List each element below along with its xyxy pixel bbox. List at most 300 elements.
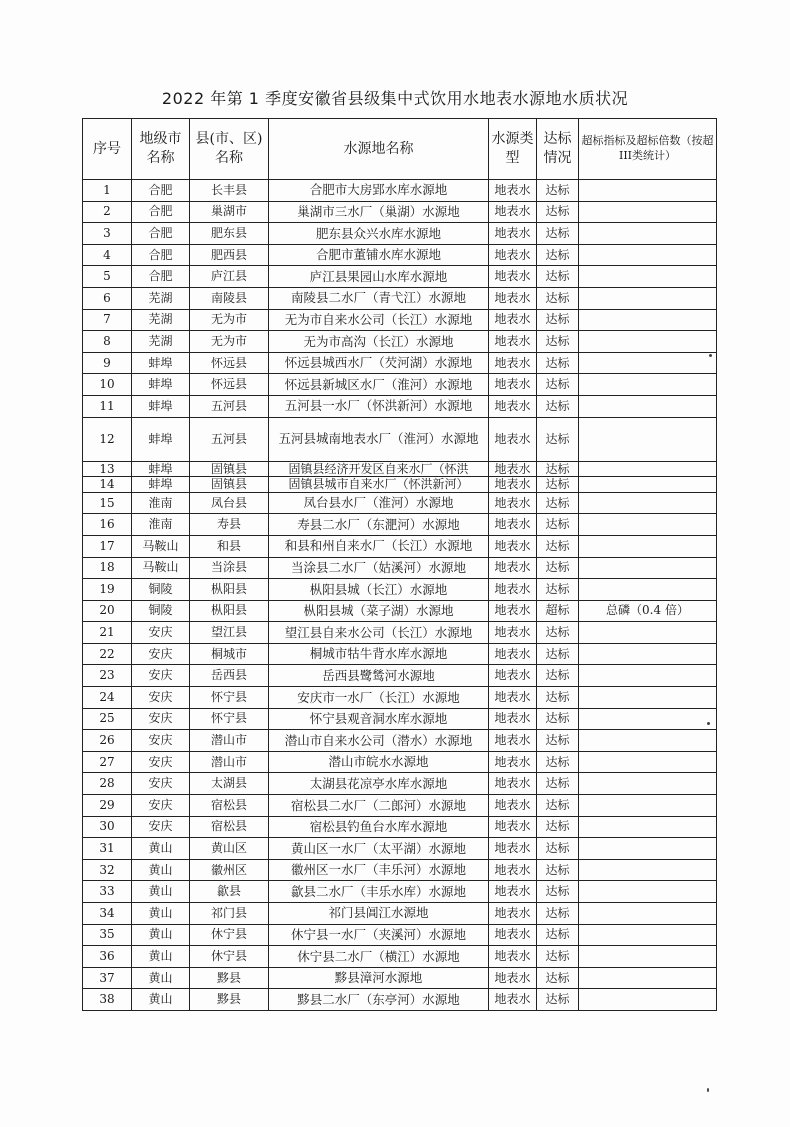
exceed-indicator <box>579 665 717 687</box>
county-name: 巢湖市 <box>190 201 269 223</box>
row-number: 14 <box>83 477 132 493</box>
county-name: 怀远县 <box>190 352 269 374</box>
source-type: 地表水 <box>489 180 537 202</box>
county-name: 怀宁县 <box>190 708 269 730</box>
row-number: 5 <box>83 266 132 288</box>
county-name: 太湖县 <box>190 773 269 795</box>
exceed-indicator <box>579 223 717 245</box>
water-quality-table <box>82 118 717 1011</box>
source-name: 徽州区一水厂（丰乐河）水源地 <box>269 859 489 881</box>
row-number: 27 <box>83 751 132 773</box>
row-number: 4 <box>83 244 132 266</box>
source-type: 地表水 <box>489 665 537 687</box>
compliance-status: 达标 <box>537 477 579 493</box>
source-name: 黟县二水厂（东亭河）水源地 <box>269 989 489 1011</box>
exceed-indicator <box>579 989 717 1011</box>
source-name: 休宁县二水厂（横江）水源地 <box>269 946 489 968</box>
exceed-indicator <box>579 643 717 665</box>
exceed-indicator <box>579 838 717 860</box>
source-name: 无为市高沟（长江）水源地 <box>269 331 489 353</box>
exceed-indicator <box>579 180 717 202</box>
exceed-indicator <box>579 514 717 536</box>
county-name: 五河县 <box>190 417 269 461</box>
county-name: 固镇县 <box>190 477 269 493</box>
row-number: 12 <box>83 417 132 461</box>
source-type: 地表水 <box>489 708 537 730</box>
exceed-indicator <box>579 244 717 266</box>
table-row <box>83 331 717 353</box>
source-type: 地表水 <box>489 417 537 461</box>
source-type: 地表水 <box>489 838 537 860</box>
source-type: 地表水 <box>489 903 537 925</box>
row-number: 3 <box>83 223 132 245</box>
header-source: 水源地名称 <box>269 119 489 180</box>
source-type: 地表水 <box>489 859 537 881</box>
source-type: 地表水 <box>489 287 537 309</box>
city-name: 铜陵 <box>132 600 190 622</box>
table-row <box>83 946 717 968</box>
exceed-indicator <box>579 557 717 579</box>
city-name: 蚌埠 <box>132 417 190 461</box>
compliance-status: 达标 <box>537 859 579 881</box>
city-name: 安庆 <box>132 795 190 817</box>
county-name: 庐江县 <box>190 266 269 288</box>
table-row <box>83 838 717 860</box>
compliance-status: 达标 <box>537 989 579 1011</box>
county-name: 宿松县 <box>190 816 269 838</box>
county-name: 徽州区 <box>190 859 269 881</box>
table-row <box>83 352 717 374</box>
table-row <box>83 395 717 417</box>
city-name: 马鞍山 <box>132 535 190 557</box>
county-name: 寿县 <box>190 514 269 536</box>
city-name: 芜湖 <box>132 287 190 309</box>
row-number: 7 <box>83 309 132 331</box>
source-type: 地表水 <box>489 751 537 773</box>
source-name: 潜山市皖水水源地 <box>269 751 489 773</box>
table-row <box>83 665 717 687</box>
row-number: 13 <box>83 461 132 477</box>
compliance-status: 达标 <box>537 751 579 773</box>
county-name: 凤台县 <box>190 492 269 514</box>
source-type: 地表水 <box>489 600 537 622</box>
scan-speck <box>707 1088 709 1092</box>
county-name: 长丰县 <box>190 180 269 202</box>
city-name: 安庆 <box>132 816 190 838</box>
row-number: 37 <box>83 967 132 989</box>
source-name: 宿松县钓鱼台水库水源地 <box>269 816 489 838</box>
city-name: 黄山 <box>132 989 190 1011</box>
table-row <box>83 492 717 514</box>
county-name: 怀远县 <box>190 374 269 396</box>
row-number: 17 <box>83 535 132 557</box>
row-number: 31 <box>83 838 132 860</box>
city-name: 黄山 <box>132 838 190 860</box>
compliance-status: 达标 <box>537 838 579 860</box>
county-name: 当涂县 <box>190 557 269 579</box>
source-name: 五河县城南地表水厂（淮河）水源地 <box>269 417 489 461</box>
compliance-status: 达标 <box>537 395 579 417</box>
city-name: 淮南 <box>132 514 190 536</box>
source-type: 地表水 <box>489 461 537 477</box>
table-row <box>83 967 717 989</box>
row-number: 9 <box>83 352 132 374</box>
table-row <box>83 477 717 493</box>
table-row <box>83 201 717 223</box>
exceed-indicator <box>579 859 717 881</box>
exceed-indicator <box>579 946 717 968</box>
exceed-indicator <box>579 535 717 557</box>
exceed-indicator <box>579 924 717 946</box>
source-name: 五河县一水厂（怀洪新河）水源地 <box>269 395 489 417</box>
source-type: 地表水 <box>489 989 537 1011</box>
table-row <box>83 600 717 622</box>
row-number: 20 <box>83 600 132 622</box>
exceed-indicator <box>579 795 717 817</box>
compliance-status: 达标 <box>537 946 579 968</box>
row-number: 18 <box>83 557 132 579</box>
source-type: 地表水 <box>489 331 537 353</box>
city-name: 芜湖 <box>132 309 190 331</box>
table-row <box>83 223 717 245</box>
table-row <box>83 773 717 795</box>
source-type: 地表水 <box>489 579 537 601</box>
source-type: 地表水 <box>489 730 537 752</box>
source-name: 枞阳县城（长江）水源地 <box>269 579 489 601</box>
compliance-status: 达标 <box>537 579 579 601</box>
city-name: 黄山 <box>132 946 190 968</box>
source-name: 当涂县二水厂（姑溪河）水源地 <box>269 557 489 579</box>
exceed-indicator <box>579 881 717 903</box>
compliance-status: 达标 <box>537 903 579 925</box>
source-name: 休宁县一水厂（夹溪河）水源地 <box>269 924 489 946</box>
source-type: 地表水 <box>489 477 537 493</box>
source-type: 地表水 <box>489 946 537 968</box>
source-name: 太湖县花凉亭水库水源地 <box>269 773 489 795</box>
source-type: 地表水 <box>489 795 537 817</box>
table-row <box>83 309 717 331</box>
table-row <box>83 924 717 946</box>
city-name: 蚌埠 <box>132 395 190 417</box>
city-name: 黄山 <box>132 881 190 903</box>
table-row <box>83 579 717 601</box>
exceed-indicator <box>579 461 717 477</box>
county-name: 黄山区 <box>190 838 269 860</box>
table-row <box>83 461 717 477</box>
page-title: 2022 年第 1 季度安徽省县级集中式饮用水地表水源地水质状况 <box>161 89 629 108</box>
city-name: 黄山 <box>132 903 190 925</box>
row-number: 33 <box>83 881 132 903</box>
table-row <box>83 374 717 396</box>
county-name: 固镇县 <box>190 461 269 477</box>
exceed-indicator <box>579 622 717 644</box>
compliance-status: 达标 <box>537 201 579 223</box>
exceed-indicator <box>579 374 717 396</box>
city-name: 铜陵 <box>132 579 190 601</box>
row-number: 1 <box>83 180 132 202</box>
row-number: 36 <box>83 946 132 968</box>
table-row <box>83 687 717 709</box>
source-name: 合肥市大房郢水库水源地 <box>269 180 489 202</box>
row-number: 2 <box>83 201 132 223</box>
source-name: 无为市自来水公司（长江）水源地 <box>269 309 489 331</box>
county-name: 黟县 <box>190 967 269 989</box>
exceed-indicator <box>579 477 717 493</box>
scan-speck <box>709 354 712 357</box>
county-name: 休宁县 <box>190 946 269 968</box>
exceed-indicator <box>579 903 717 925</box>
source-type: 地表水 <box>489 352 537 374</box>
row-number: 22 <box>83 643 132 665</box>
source-name: 肥东县众兴水库水源地 <box>269 223 489 245</box>
table-row <box>83 266 717 288</box>
source-type: 地表水 <box>489 309 537 331</box>
source-type: 地表水 <box>489 514 537 536</box>
city-name: 蚌埠 <box>132 477 190 493</box>
row-number: 23 <box>83 665 132 687</box>
exceed-indicator <box>579 395 717 417</box>
compliance-status: 超标 <box>537 600 579 622</box>
table-row <box>83 417 717 461</box>
county-name: 南陵县 <box>190 287 269 309</box>
compliance-status: 达标 <box>537 266 579 288</box>
exceed-indicator <box>579 687 717 709</box>
city-name: 安庆 <box>132 687 190 709</box>
city-name: 安庆 <box>132 643 190 665</box>
source-name: 宿松县二水厂（二郎河）水源地 <box>269 795 489 817</box>
table-row <box>83 881 717 903</box>
row-number: 15 <box>83 492 132 514</box>
source-type: 地表水 <box>489 374 537 396</box>
exceed-indicator <box>579 331 717 353</box>
county-name: 休宁县 <box>190 924 269 946</box>
county-name: 望江县 <box>190 622 269 644</box>
exceed-indicator <box>579 967 717 989</box>
county-name: 潜山市 <box>190 751 269 773</box>
city-name: 马鞍山 <box>132 557 190 579</box>
exceed-indicator <box>579 266 717 288</box>
exceed-indicator <box>579 816 717 838</box>
source-name: 怀远县新城区水厂（淮河）水源地 <box>269 374 489 396</box>
row-number: 30 <box>83 816 132 838</box>
row-number: 8 <box>83 331 132 353</box>
city-name: 合肥 <box>132 223 190 245</box>
table-body <box>83 180 717 1011</box>
compliance-status: 达标 <box>537 331 579 353</box>
row-number: 19 <box>83 579 132 601</box>
header-type: 水源类型 <box>489 119 537 180</box>
row-number: 29 <box>83 795 132 817</box>
compliance-status: 达标 <box>537 352 579 374</box>
source-name: 寿县二水厂（东淝河）水源地 <box>269 514 489 536</box>
city-name: 黄山 <box>132 859 190 881</box>
header-city: 地级市名称 <box>132 119 190 180</box>
source-name: 安庆市一水厂（长江）水源地 <box>269 687 489 709</box>
table-row <box>83 989 717 1011</box>
compliance-status: 达标 <box>537 557 579 579</box>
compliance-status: 达标 <box>537 643 579 665</box>
row-number: 11 <box>83 395 132 417</box>
source-type: 地表水 <box>489 395 537 417</box>
source-type: 地表水 <box>489 967 537 989</box>
source-type: 地表水 <box>489 881 537 903</box>
source-name: 望江县自来水公司（长江）水源地 <box>269 622 489 644</box>
exceed-indicator <box>579 579 717 601</box>
county-name: 肥东县 <box>190 223 269 245</box>
compliance-status: 达标 <box>537 622 579 644</box>
county-name: 无为市 <box>190 331 269 353</box>
county-name: 黟县 <box>190 989 269 1011</box>
source-name: 庐江县果园山水库水源地 <box>269 266 489 288</box>
compliance-status: 达标 <box>537 417 579 461</box>
compliance-status: 达标 <box>537 287 579 309</box>
row-number: 26 <box>83 730 132 752</box>
exceed-indicator <box>579 201 717 223</box>
city-name: 淮南 <box>132 492 190 514</box>
table-row <box>83 816 717 838</box>
table-row <box>83 180 717 202</box>
city-name: 安庆 <box>132 730 190 752</box>
table-row <box>83 557 717 579</box>
table-row <box>83 535 717 557</box>
row-number: 25 <box>83 708 132 730</box>
compliance-status: 达标 <box>537 924 579 946</box>
table-row <box>83 903 717 925</box>
exceed-indicator <box>579 773 717 795</box>
source-type: 地表水 <box>489 924 537 946</box>
table-row <box>83 708 717 730</box>
table-row <box>83 859 717 881</box>
source-name: 和县和州自来水厂（长江）水源地 <box>269 535 489 557</box>
city-name: 合肥 <box>132 266 190 288</box>
exceed-indicator: 总磷（0.4 倍） <box>579 600 717 622</box>
source-type: 地表水 <box>489 201 537 223</box>
source-name: 祁门县阊江水源地 <box>269 903 489 925</box>
source-type: 地表水 <box>489 244 537 266</box>
compliance-status: 达标 <box>537 730 579 752</box>
row-number: 10 <box>83 374 132 396</box>
table-header-row <box>83 119 717 180</box>
row-number: 28 <box>83 773 132 795</box>
row-number: 38 <box>83 989 132 1011</box>
table-row <box>83 244 717 266</box>
compliance-status: 达标 <box>537 795 579 817</box>
county-name: 歙县 <box>190 881 269 903</box>
header-county: 县(市、区)名称 <box>190 119 269 180</box>
exceed-indicator <box>579 708 717 730</box>
exceed-indicator <box>579 309 717 331</box>
header-exceed: 超标指标及超标倍数（按超III类统计） <box>579 119 717 180</box>
city-name: 蚌埠 <box>132 374 190 396</box>
source-name: 黟县漳河水源地 <box>269 967 489 989</box>
compliance-status: 达标 <box>537 244 579 266</box>
city-name: 黄山 <box>132 924 190 946</box>
city-name: 蚌埠 <box>132 352 190 374</box>
source-name: 南陵县二水厂（青弋江）水源地 <box>269 287 489 309</box>
compliance-status: 达标 <box>537 773 579 795</box>
compliance-status: 达标 <box>537 374 579 396</box>
source-type: 地表水 <box>489 773 537 795</box>
county-name: 枞阳县 <box>190 579 269 601</box>
compliance-status: 达标 <box>537 967 579 989</box>
table-row <box>83 287 717 309</box>
row-number: 21 <box>83 622 132 644</box>
source-name: 歙县二水厂（丰乐水库）水源地 <box>269 881 489 903</box>
compliance-status: 达标 <box>537 514 579 536</box>
source-type: 地表水 <box>489 643 537 665</box>
county-name: 无为市 <box>190 309 269 331</box>
exceed-indicator <box>579 287 717 309</box>
county-name: 怀宁县 <box>190 687 269 709</box>
table-row <box>83 514 717 536</box>
table-row <box>83 643 717 665</box>
source-type: 地表水 <box>489 535 537 557</box>
source-name: 巢湖市三水厂（巢湖）水源地 <box>269 201 489 223</box>
compliance-status: 达标 <box>537 223 579 245</box>
scan-speck <box>707 722 710 725</box>
exceed-indicator <box>579 492 717 514</box>
city-name: 安庆 <box>132 773 190 795</box>
source-name: 潜山市自来水公司（潜水）水源地 <box>269 730 489 752</box>
source-name: 怀远县城西水厂（芡河湖）水源地 <box>269 352 489 374</box>
table-row <box>83 730 717 752</box>
county-name: 枞阳县 <box>190 600 269 622</box>
row-number: 6 <box>83 287 132 309</box>
county-name: 宿松县 <box>190 795 269 817</box>
source-name: 凤台县水厂（淮河）水源地 <box>269 492 489 514</box>
exceed-indicator <box>579 751 717 773</box>
row-number: 35 <box>83 924 132 946</box>
source-name: 枞阳县城（菜子湖）水源地 <box>269 600 489 622</box>
source-name: 固镇县城市自来水厂（怀洪新河） <box>269 477 489 493</box>
city-name: 安庆 <box>132 708 190 730</box>
row-number: 24 <box>83 687 132 709</box>
header-status: 达标情况 <box>537 119 579 180</box>
compliance-status: 达标 <box>537 708 579 730</box>
source-type: 地表水 <box>489 687 537 709</box>
compliance-status: 达标 <box>537 881 579 903</box>
county-name: 潜山市 <box>190 730 269 752</box>
source-name: 黄山区一水厂（太平湖）水源地 <box>269 838 489 860</box>
header-seq: 序号 <box>83 119 132 180</box>
source-type: 地表水 <box>489 266 537 288</box>
county-name: 和县 <box>190 535 269 557</box>
exceed-indicator <box>579 730 717 752</box>
row-number: 34 <box>83 903 132 925</box>
compliance-status: 达标 <box>537 309 579 331</box>
table-row <box>83 751 717 773</box>
city-name: 黄山 <box>132 967 190 989</box>
county-name: 岳西县 <box>190 665 269 687</box>
city-name: 合肥 <box>132 244 190 266</box>
source-name: 桐城市牯牛背水库水源地 <box>269 643 489 665</box>
source-name: 岳西县鹭鸶河水源地 <box>269 665 489 687</box>
table-row <box>83 795 717 817</box>
city-name: 合肥 <box>132 201 190 223</box>
compliance-status: 达标 <box>537 492 579 514</box>
source-name: 怀宁县观音洞水库水源地 <box>269 708 489 730</box>
source-name: 固镇县经济开发区自来水厂（怀洪 <box>269 461 489 477</box>
compliance-status: 达标 <box>537 180 579 202</box>
city-name: 芜湖 <box>132 331 190 353</box>
source-type: 地表水 <box>489 492 537 514</box>
source-name: 合肥市董铺水库水源地 <box>269 244 489 266</box>
compliance-status: 达标 <box>537 535 579 557</box>
compliance-status: 达标 <box>537 665 579 687</box>
county-name: 肥西县 <box>190 244 269 266</box>
county-name: 桐城市 <box>190 643 269 665</box>
city-name: 安庆 <box>132 751 190 773</box>
